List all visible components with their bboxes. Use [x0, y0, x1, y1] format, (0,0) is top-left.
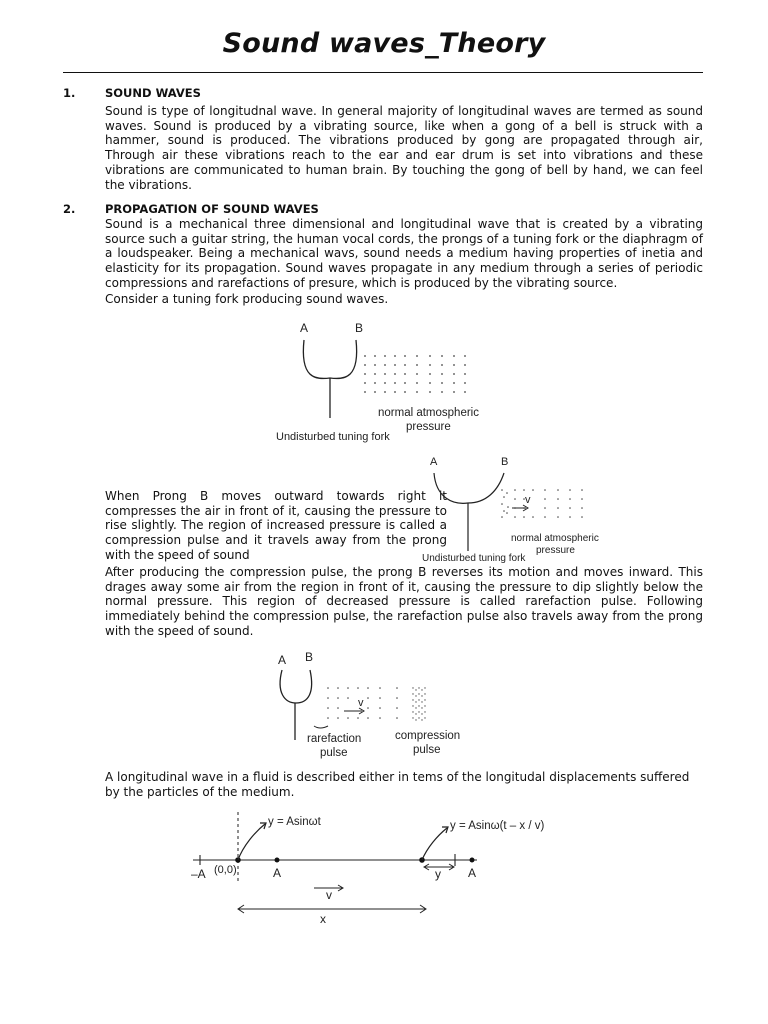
- fig1-pressure-label-2: pressure: [406, 421, 451, 433]
- fig4-v-label: v: [326, 888, 332, 902]
- fig1-fork-prongs: [303, 340, 356, 379]
- fig3-prong-b-label: B: [305, 650, 314, 664]
- fig2-air-particles: [501, 489, 583, 518]
- fig4-equation-right: y = Asinω(t – x / v): [450, 820, 545, 832]
- fig4-right-curve-arrow: [422, 828, 447, 860]
- fig4-point-a-left: [275, 858, 280, 863]
- fig4-x-label: x: [320, 912, 326, 926]
- fig4-a-right-label: A: [468, 866, 477, 880]
- fig1-prong-b-label: B: [355, 321, 364, 335]
- fig4-origin-label: (0,0): [214, 864, 237, 876]
- figure-compression-fork: [418, 453, 618, 568]
- fig1-fork-caption: Undisturbed tuning fork: [276, 431, 390, 443]
- page-title: Sound waves_Theory: [222, 28, 546, 59]
- fig3-rarefaction-brace: [314, 726, 328, 728]
- fig2-prong-a-label: A: [430, 456, 438, 468]
- fig2-pressure-label-2: pressure: [536, 545, 575, 556]
- longitudinal-paragraph: A longitudinal wave in a fluid is described either in tems of the longitudal displacements suffered by the particles of the medium.: [105, 770, 690, 799]
- fig3-compression-particles: [412, 687, 425, 720]
- fig4-minus-a-label: –A: [191, 867, 206, 881]
- fig4-a-left-label: A: [273, 866, 282, 880]
- title-divider: [63, 72, 703, 73]
- section-1-paragraph: Sound is type of longitudnal wave. In general majority of longitudinal waves are termed as sound waves. Sound is produced by a vibrating source, like when a gong of a bell is struck with a hammer, sound is produced. The vibrations produced by gong are propagated through air, Through air these vibrations reach to the ear and ear drum is set into vibrations and these vibrations are communicated to human brain. By touching the gong of bell by hand, we can feel the vibrations.: [105, 104, 703, 192]
- fig3-velocity-label: v: [358, 697, 364, 709]
- consider-text: Consider a tuning fork producing sound waves.: [105, 292, 389, 306]
- section-1-heading: SOUND WAVES: [105, 86, 201, 100]
- fig3-compression-label-2: pulse: [413, 744, 441, 756]
- fig4-left-curve-arrow: [238, 824, 265, 860]
- fig4-equation-left: y = Asinωt: [268, 816, 321, 828]
- fig1-pressure-label-1: normal atmospheric: [378, 407, 479, 419]
- fig3-prong-a-label: A: [278, 653, 287, 667]
- fig2-fork-caption: Undisturbed tuning fork: [422, 553, 526, 564]
- fig3-fork-prongs: [280, 670, 312, 703]
- rarefaction-paragraph: After producing the compression pulse, the prong B reverses its motion and moves inward. This drages away some air from the region in front of it, causing the pressure to dip slightly below the normal pressure. This region of decreased pressure is called rarefaction pulse. Following immediately behind the compression pulse, the rarefaction pulse also travels away from the prong with the speed of sound.: [105, 565, 703, 638]
- fig3-compression-label-1: compression: [395, 730, 461, 742]
- fig2-velocity-label: v: [525, 494, 531, 506]
- figure-displacement-wave: [185, 810, 565, 930]
- section-2-heading: PROPAGATION OF SOUND WAVES: [105, 202, 319, 216]
- prong-b-paragraph: When Prong B moves outward towards right it compresses the air in front of it, causing the pressure to rise slightly. The region of increased pressure is called a compression pulse and it travels away from the prong with the speed of sound: [105, 489, 447, 562]
- fig1-air-particles: [364, 355, 466, 393]
- fig2-pressure-label-1: normal atmospheric: [511, 533, 599, 544]
- fig4-point-a-right: [470, 858, 475, 863]
- section-2-number: 2.: [63, 202, 76, 216]
- fig1-prong-a-label: A: [300, 321, 309, 335]
- figure-rarefaction-compression: [270, 648, 470, 763]
- fig3-rarefaction-label-1: rarefaction: [307, 733, 362, 745]
- fig4-y-label: y: [435, 867, 441, 881]
- fig2-prong-b-label: B: [501, 456, 509, 468]
- section-1-number: 1.: [63, 86, 76, 100]
- fig3-rarefaction-label-2: pulse: [320, 747, 348, 759]
- figure-undisturbed-fork: [270, 318, 490, 448]
- section-2-paragraph: Sound is a mechanical three dimensional and longitudinal wave that is created by a vibrating source such a guitar string, the human vocal cords, the prongs of a tuning fork or the diaphragm of a loudspeaker. Being a mechanical wavs, sound needs a medium having properties of inetia and elasticity for its propagation. Sound waves propagate in any medium through a series of periodic compressions and rarefactions of presure, which is produced by the vibrating source.: [105, 217, 703, 290]
